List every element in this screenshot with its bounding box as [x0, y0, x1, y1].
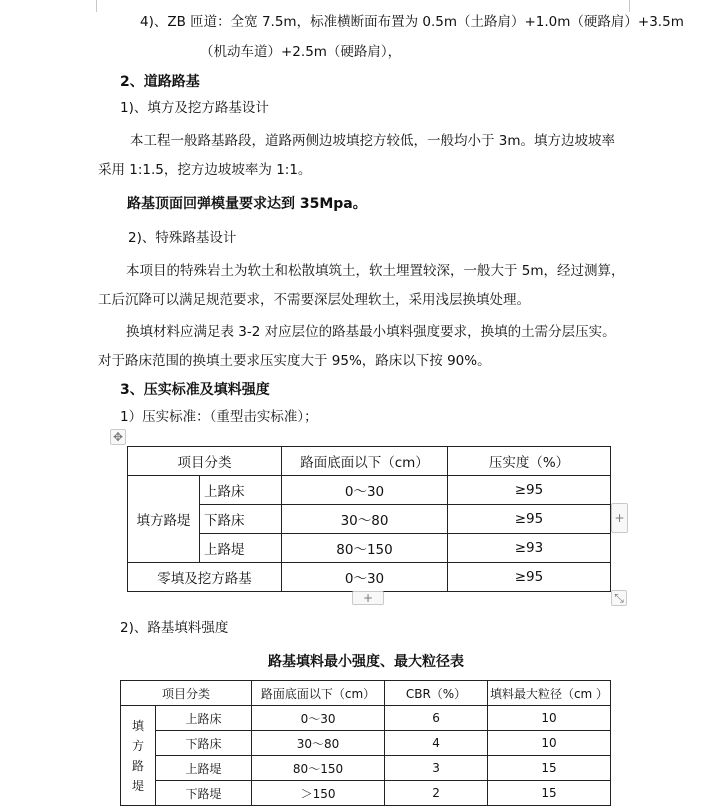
- paragraph-1-line-2: 采用 1:1.5，挖方边坡坡率为 1:1。: [98, 162, 312, 178]
- table-cell-depth: 80～150: [252, 756, 385, 781]
- vertical-char: 方: [131, 738, 144, 753]
- table-header-cell: 项目分类: [128, 447, 282, 476]
- table-cell-size: 10: [488, 706, 611, 731]
- table-cell-name: 上路床: [156, 706, 252, 731]
- page-margin-mark-right: [629, 0, 630, 12]
- group-cell-fill-embankment: 填方路堤: [128, 476, 200, 563]
- table-header-row: [128, 447, 611, 476]
- table-cell-depth: 0～30: [252, 706, 385, 731]
- table-cell-name: 下路床: [156, 731, 252, 756]
- table-cell-cbr: 3: [385, 756, 488, 781]
- table-cell-name: 下路床: [200, 505, 282, 534]
- table-cell-depth: ＞150: [252, 781, 385, 806]
- table-cell-depth: 80～150: [282, 534, 448, 563]
- table-header-cell: 路面底面以下（cm）: [252, 681, 385, 706]
- add-column-plus-icon[interactable]: +: [611, 503, 628, 533]
- table-cell-value: ≥95: [448, 563, 611, 592]
- paragraph-3-line-2: 对于路床范围的换填土要求压实度大于 95%，路床以下按 90%。: [98, 353, 491, 369]
- table-row: [128, 563, 611, 592]
- table-row: [128, 476, 611, 505]
- table-row: [121, 756, 611, 781]
- table-header-cell: 项目分类: [121, 681, 252, 706]
- paragraph-1-line-1: 本工程一般路基路段，道路两侧边坡填挖方较低，一般均小于 3m。填方边坡坡率: [130, 133, 616, 149]
- subheading-compaction-standard: 1）压实标准：（重型击实标准）；: [120, 409, 318, 425]
- fill-strength-table: [120, 680, 611, 806]
- table-cell-name: 上路堤: [200, 534, 282, 563]
- table-cell-depth: 30～80: [282, 505, 448, 534]
- heading-compaction: 3、压实标准及填料强度: [120, 382, 270, 398]
- table-header-cell: 压实度（%）: [448, 447, 611, 476]
- vertical-char: 填: [131, 718, 144, 733]
- table-cell-depth: 0～30: [282, 563, 448, 592]
- bold-modulus-requirement: 路基顶面回弹模量要求达到 35Mpa。: [127, 196, 367, 212]
- table-cell-size: 15: [488, 781, 611, 806]
- table-cell-name: 下路堤: [156, 781, 252, 806]
- table2-title: 路基填料最小强度、最大粒径表: [268, 654, 464, 670]
- table-header-cell: 路面底面以下（cm）: [282, 447, 448, 476]
- table-header-cell: CBR（%）: [385, 681, 488, 706]
- table-cell-value: ≥95: [448, 505, 611, 534]
- table-header-row: [121, 681, 611, 706]
- table-cell-size: 10: [488, 731, 611, 756]
- table-cell-name: 零填及挖方路基: [128, 563, 282, 592]
- table-cell-name: 上路床: [200, 476, 282, 505]
- table-cell-cbr: 4: [385, 731, 488, 756]
- subheading-special-roadbed: 2)、特殊路基设计: [128, 230, 237, 246]
- table-cell-depth: 30～80: [252, 731, 385, 756]
- table-cell-cbr: 2: [385, 781, 488, 806]
- paragraph-3-line-1: 换填材料应满足表 3-2 对应层位的路基最小填料强度要求，换填的土需分层压实。: [126, 324, 616, 340]
- vertical-char: 堤: [131, 778, 144, 793]
- table-row: [128, 505, 611, 534]
- zb-road-line-2: （机动车道）+2.5m（硬路肩），: [200, 44, 402, 60]
- table-row: [121, 731, 611, 756]
- table-resize-icon[interactable]: ⤡: [611, 590, 627, 606]
- vertical-char: 路: [131, 758, 144, 773]
- page-margin-mark-left: [96, 0, 97, 12]
- group-cell-fill-embankment-vertical: [121, 706, 156, 806]
- table-cell-depth: 0～30: [282, 476, 448, 505]
- table-cell-name: 上路堤: [156, 756, 252, 781]
- table-cell-cbr: 6: [385, 706, 488, 731]
- table-row: [121, 706, 611, 731]
- table-header-cell: 填料最大粒径（cm ）: [488, 681, 611, 706]
- table-cell-size: 15: [488, 756, 611, 781]
- compaction-table: [127, 446, 611, 592]
- table-cell-value: ≥95: [448, 476, 611, 505]
- table-move-icon[interactable]: ✥: [110, 429, 126, 445]
- paragraph-2-line-1: 本项目的特殊岩土为软土和松散填筑土，软土埋置较深，一般大于 5m，经过测算，: [126, 263, 625, 279]
- zb-road-line-1: 4)、ZB 匝道：全宽 7.5m，标准横断面布置为 0.5m（土路肩）+1.0m（硬路肩）+3.5m: [140, 14, 684, 30]
- add-row-plus-icon[interactable]: +: [352, 591, 384, 605]
- table-row: [121, 781, 611, 806]
- subheading-fill-strength: 2)、路基填料强度: [120, 620, 229, 636]
- paragraph-2-line-2: 工后沉降可以满足规范要求，不需要深层处理软土，采用浅层换填处理。: [98, 292, 530, 308]
- heading-roadbed: 2、道路路基: [120, 74, 200, 90]
- table-cell-value: ≥93: [448, 534, 611, 563]
- table-row: [128, 534, 611, 563]
- subheading-fill-cut: 1)、填方及挖方路基设计: [120, 100, 269, 116]
